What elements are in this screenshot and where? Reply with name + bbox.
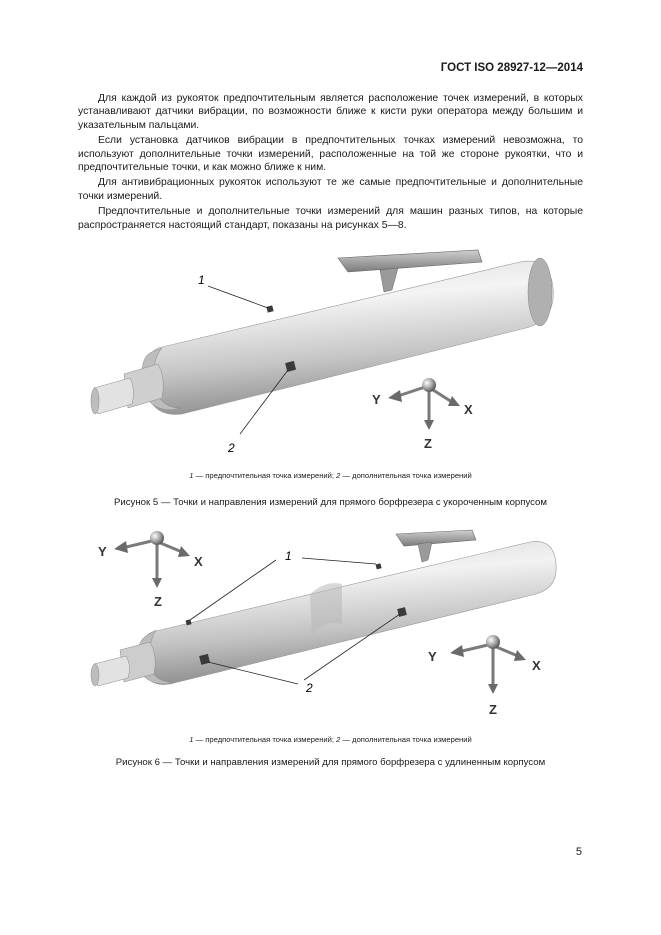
figure-6-drawing: [80, 524, 570, 724]
document-header: ГОСТ ISO 28927-12—2014: [440, 62, 583, 74]
axis-z-label: Z: [489, 702, 497, 717]
paragraph-1: Для каждой из рукояток предпочтительным является расположение точек измерений, в которых устанавливают датчики вибрации, по возможности ближе к кисти руки оператора между большим и указательным пальцами.: [78, 93, 583, 131]
axis-z-label: Z: [424, 436, 432, 451]
axis-y-label: Y: [428, 649, 437, 664]
preferred-point-marker: [266, 305, 273, 312]
preferred-point-marker: [376, 563, 382, 569]
page-number: 5: [575, 846, 582, 858]
axis-y-label: Y: [98, 544, 107, 559]
figure-5-caption: Рисунок 5 — Точки и направления измерений для прямого борфрезера с укороченным корпусом: [114, 497, 547, 508]
callout-2: 2: [306, 681, 313, 695]
paragraph-4: Предпочтительные и дополнительные точки измерений для машин разных типов, на которые распространяется настоящий стандарт, показаны на рисунках 5—8.: [78, 206, 583, 231]
callout-1: 1: [285, 549, 292, 563]
paragraph-3: Для антивибрационных рукояток используют те же самые предпочтительные и дополнительные точки измерений.: [78, 177, 583, 202]
figure-6-legend: 1 — предпочтительная точка измерений; 2 — дополнительная точка измерений: [189, 735, 472, 744]
axes-triad: [428, 635, 541, 717]
callout-1: 1: [198, 273, 205, 287]
tool-body: [91, 258, 553, 414]
callout-2: 2: [228, 441, 235, 455]
paragraph-2: Если установка датчиков вибрации в предпочтительных точках измерений невозможна, то используют дополнительные точки измерений, расположенные на той же стороне рукоятки, что и предпочтительные точки, и как можно ближе к ним.: [78, 135, 583, 174]
figure-5-legend: 1 — предпочтительная точка измерений; 2 — дополнительная точка измерений: [189, 471, 472, 480]
axis-z-label: Z: [154, 594, 162, 609]
axis-x-label: X: [464, 402, 473, 417]
axes-triad: [98, 531, 203, 609]
throttle-lever: [396, 530, 476, 562]
figure-5-drawing: [80, 248, 570, 458]
body-text: [78, 92, 583, 232]
axis-x-label: X: [194, 554, 203, 569]
axes-triad: [372, 378, 473, 451]
figure-6-caption: Рисунок 6 — Точки и направления измерений для прямого борфрезера с удлиненным корпусом: [115, 757, 546, 768]
axis-x-label: X: [532, 658, 541, 673]
axis-y-label: Y: [372, 392, 381, 407]
tool-body: [91, 541, 556, 686]
